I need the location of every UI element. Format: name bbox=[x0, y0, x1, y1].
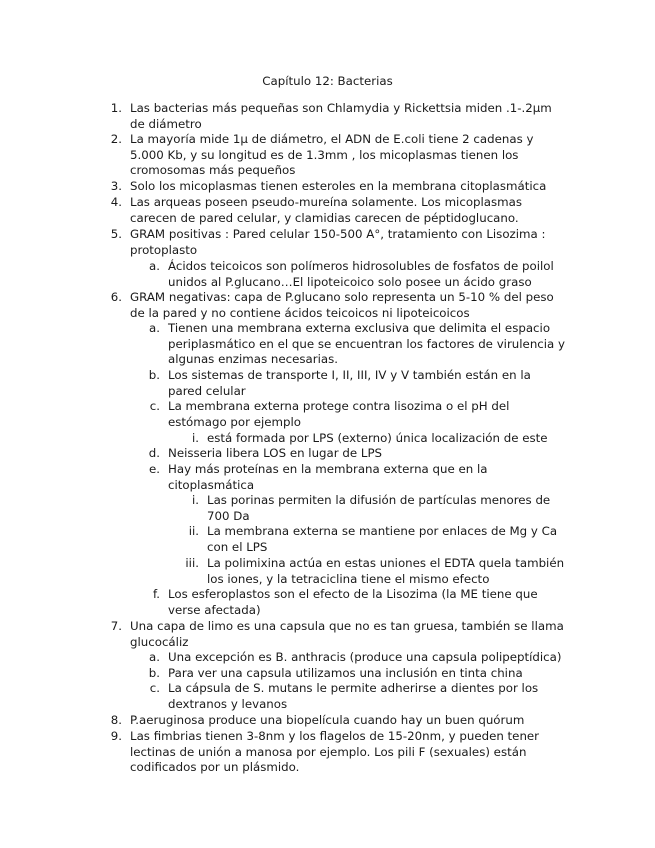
list-text: GRAM negativas: capa de P.glucano solo representa un 5-10 % del peso de la pared y no contiene ácidos teicoicos ni lipoteicoicos bbox=[130, 290, 554, 320]
list-text: P.aeruginosa produce una biopelícula cuando hay un buen quórum bbox=[130, 713, 525, 727]
list-marker: e. bbox=[148, 462, 160, 476]
list-text: La polimixina actúa en estas uniones el EDTA quela también los iones, y la tetraciclina tiene el mismo efecto bbox=[207, 556, 565, 586]
list-text: Los esferoplastos son el efecto de la Lisozima (la ME tiene que verse afectada) bbox=[168, 587, 538, 617]
list-text: Las arqueas poseen pseudo-mureína solamente. Los micoplasmas carecen de pared celular, y clamidias carecen de péptidoglucano. bbox=[130, 195, 523, 225]
list-marker: c. bbox=[149, 399, 160, 413]
list-marker: a. bbox=[149, 259, 160, 273]
list-text: Los sistemas de transporte I, II, III, IV y V también están en la pared celular bbox=[168, 368, 531, 398]
list-marker: 5. bbox=[110, 227, 122, 241]
list-marker: b. bbox=[148, 666, 160, 680]
list-marker: 4. bbox=[110, 195, 122, 209]
list-marker: f. bbox=[152, 587, 160, 601]
list-marker: 6. bbox=[110, 290, 122, 304]
list-text: Las bacterias más pequeñas son Chlamydia y Rickettsia miden .1-.2µm de diámetro bbox=[130, 101, 552, 131]
list-text: Las fimbrias tienen 3-8nm y los flagelos de 15-20nm, y pueden tener lectinas de unión a manosa por ejemplo. Los pili F (sexuales) están codificados por un plásmido. bbox=[130, 729, 540, 775]
list-item bbox=[0, 101, 655, 132]
list-item bbox=[0, 132, 655, 179]
list-marker: ii. bbox=[188, 524, 199, 538]
list-marker: i. bbox=[191, 431, 199, 445]
list-text: Una capa de limo es una capsula que no es tan gruesa, también se llama glucocáliz bbox=[130, 619, 564, 649]
list-text: Las porinas permiten la difusión de partículas menores de 700 Da bbox=[207, 493, 551, 523]
list-text: Una excepción es B. anthracis (produce una capsula polipeptídica) bbox=[168, 650, 562, 664]
list-text: Solo los micoplasmas tienen esteroles en la membrana citoplasmática bbox=[130, 179, 547, 193]
list-marker: 1. bbox=[110, 101, 122, 115]
list-text: GRAM positivas : Pared celular 150-500 A°, tratamiento con Lisozima : protoplasto bbox=[130, 227, 546, 257]
list-text: Ácidos teicoicos son polímeros hidrosolubles de fosfatos de poilol unidos al P.glucano…El lipoteicoico solo posee un ácido graso bbox=[168, 259, 554, 289]
list-marker: 9. bbox=[110, 729, 122, 743]
list-marker: a. bbox=[149, 650, 160, 664]
list-marker: c. bbox=[149, 681, 160, 695]
list-marker: iii. bbox=[185, 556, 199, 570]
list-text: Neisseria libera LOS en lugar de LPS bbox=[168, 446, 383, 460]
list-marker: b. bbox=[148, 368, 160, 382]
list-marker: a. bbox=[149, 321, 160, 335]
list-text: está formada por LPS (externo) única localización de este bbox=[207, 431, 548, 445]
page-title: Capítulo 12: Bacterias bbox=[262, 74, 393, 88]
list-marker: 7. bbox=[110, 619, 122, 633]
list-text: Para ver una capsula utilizamos una inclusión en tinta china bbox=[168, 666, 523, 680]
list-text: La mayoría mide 1µ de diámetro, el ADN de E.coli tiene 2 cadenas y 5.000 Kb, y su longitud es de 1.3mm , los micoplasmas tienen los cromosomas más pequeños bbox=[130, 132, 534, 178]
list-marker: 2. bbox=[110, 132, 122, 146]
list-text: Hay más proteínas en la membrana externa que en la citoplasmática bbox=[168, 462, 488, 492]
list-text: La cápsula de S. mutans le permite adherirse a dientes por los dextranos y levanos bbox=[168, 681, 539, 711]
list-text: La membrana externa protege contra lisozima o el pH del estómago por ejemplo bbox=[168, 399, 510, 429]
list-text: La membrana externa se mantiene por enlaces de Mg y Ca con el LPS bbox=[207, 524, 558, 554]
list-text: Tienen una membrana externa exclusiva que delimita el espacio periplasmático en el que se encuentran los factores de virulencia y algunas enzimas necesarias. bbox=[168, 321, 566, 367]
list-marker: i. bbox=[191, 493, 199, 507]
list-marker: 3. bbox=[110, 179, 122, 193]
list-marker: 8. bbox=[110, 713, 122, 727]
list-marker: d. bbox=[148, 446, 160, 460]
